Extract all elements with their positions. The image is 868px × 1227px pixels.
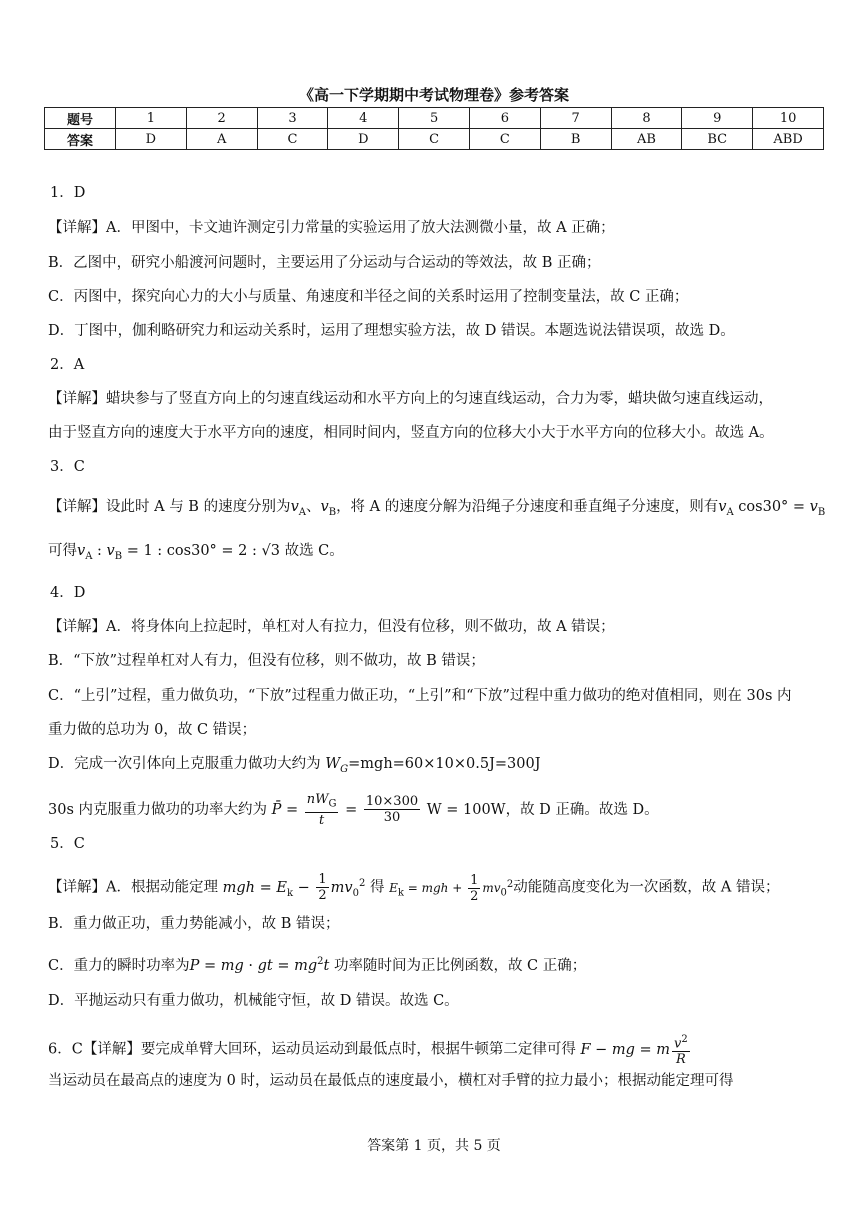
table-cell: 5 (399, 108, 470, 129)
paragraph (48, 792, 828, 828)
table-cell: 8 (611, 108, 682, 129)
text: D．完成一次引体向上克服重力做功大约为 (48, 756, 321, 772)
text: 6．C【详解】要完成单臂大回环，运动员运动到最低点时，根据牛顿第二定律可得 (48, 1041, 576, 1058)
text: ，将 A 的速度分解为沿绳子分速度和垂直绳子分速度，则有 (336, 499, 719, 515)
paragraph (48, 497, 828, 523)
paragraph: C．丙图中，探究向心力的大小与质量、角速度和半径之间的关系时运用了控制变量法，故 C 正确； (48, 289, 689, 305)
formula: $v_A$、$v_B$ (290, 499, 337, 518)
paragraph: 由于竖直方向的速度大于水平方向的速度，相同时间内，竖直方向的位移大小大于水平方向的位移大小。故选 A。 (48, 425, 774, 441)
question-number: 1．D (50, 185, 86, 201)
table-cell: B (540, 129, 611, 150)
text: 30s 内克服重力做功的功率大约为 (48, 801, 267, 818)
table-row (45, 129, 824, 150)
formula: F − mg = m $\frac{v^2}{R}$ (580, 1034, 688, 1068)
paragraph (48, 754, 828, 780)
paragraph: 重力做的总功为 0，故 C 错误； (48, 722, 257, 738)
question-number: 4．D (50, 585, 86, 601)
table-cell: 2 (186, 108, 257, 129)
formula: P = mg · gt = $mg^2t$ (189, 956, 330, 974)
paragraph (48, 1032, 828, 1067)
formula: P̄ = $\frac{nW_G}{t}$ = $\frac{10\times 300}{30}$ W = 100W (271, 792, 506, 828)
paragraph (48, 541, 828, 567)
table-cell: 9 (682, 108, 753, 129)
question-number: 2．A (50, 357, 85, 373)
table-cell: 4 (328, 108, 399, 129)
table-cell: C (469, 129, 540, 150)
table-header: 题号 (45, 108, 116, 129)
table-cell: BC (682, 129, 753, 150)
table-cell: C (257, 129, 328, 150)
question-number: 3．C (50, 459, 85, 475)
text: 功率随时间为正比例函数，故 C 正确； (333, 957, 587, 974)
paragraph: D．平抛运动只有重力做功，机械能守恒，故 D 错误。故选 C。 (48, 993, 459, 1009)
table-cell: 3 (257, 108, 328, 129)
table-header: 答案 (45, 129, 116, 150)
table-cell: 7 (540, 108, 611, 129)
table-cell: 6 (469, 108, 540, 129)
table-cell: D (116, 129, 187, 150)
formula: $W_G$ (325, 756, 349, 775)
question-number: 5．C (50, 836, 85, 852)
table-cell: 1 (116, 108, 187, 129)
text: 可得 (48, 543, 77, 559)
paragraph: B．重力做正功，重力势能减小，故 B 错误； (48, 916, 340, 932)
paragraph: B．乙图中，研究小船渡河问题时，主要运用了分运动与合运动的等效法，故 B 正确； (48, 255, 601, 271)
paragraph: B．“下放”过程单杠对人有力，但没有位移，则不做功，故 B 错误； (48, 653, 485, 669)
paragraph: 【详解】A．甲图中，卡文迪许测定引力常量的实验运用了放大法测微小量，故 A 正确； (48, 220, 615, 236)
text: ，故 D 正确。故选 D。 (505, 801, 659, 818)
table-cell: C (399, 129, 470, 150)
text: C．重力的瞬时功率为 (48, 957, 190, 974)
table-cell: A (186, 129, 257, 150)
paragraph (48, 872, 828, 904)
table-cell: AB (611, 129, 682, 150)
page-title: 《高一下学期期中考试物理卷》参考答案 (298, 86, 569, 104)
table-cell: D (328, 129, 399, 150)
formula: $v_A$ : $v_B = 1$ : cos30° = 2 : √3 (77, 543, 285, 562)
paragraph: C．“上引”过程，重力做负功，“下放”过程重力做正功，“上引”和“下放”过程中重力做功的绝对值相同，则在 30s 内 (48, 688, 792, 704)
paragraph: 【详解】蜡块参与了竖直方向上的匀速直线运动和水平方向上的匀速直线运动，合力为零，蜡块做匀速直线运动， (48, 391, 773, 407)
answer-table (44, 107, 824, 150)
table-cell: 10 (753, 108, 824, 129)
text: 【详解】A．根据动能定理 (48, 879, 218, 896)
text: 【详解】设此时 A 与 B 的速度分别为 (48, 499, 291, 515)
page-footer: 答案第 1 页，共 5 页 (367, 1138, 501, 1154)
text: 得 (369, 879, 385, 896)
text: =mgh=60×10×0.5J=300J (348, 756, 541, 772)
table-row (45, 108, 824, 129)
paragraph: D．丁图中，伽利略研究力和运动关系时，运用了理想实验方法，故 D 错误。本题选说法错误项，故选 D。 (48, 323, 735, 339)
paragraph: 当运动员在最高点的速度为 0 时，运动员在最低点的速度最小，横杠对手臂的拉力最小；根据动能定理可得 (48, 1073, 734, 1089)
formula: $E_k$ = mgh + $\frac{1}{2}$ $mv_0^2$ (389, 872, 514, 904)
formula: mgh = $E_k$ − $\frac{1}{2}$ $mv_0^2$ (222, 872, 366, 903)
table-cell: ABD (753, 129, 824, 150)
text: 故选 C。 (284, 543, 344, 559)
formula: $v_A$ $\cos 30^\circ = v_B$ (718, 499, 826, 518)
paragraph (48, 952, 828, 976)
text: 动能随高度变化为一次函数，故 A 错误； (513, 879, 780, 896)
paragraph: 【详解】A．将身体向上拉起时，单杠对人有拉力，但没有位移，则不做功，故 A 错误； (48, 619, 615, 635)
